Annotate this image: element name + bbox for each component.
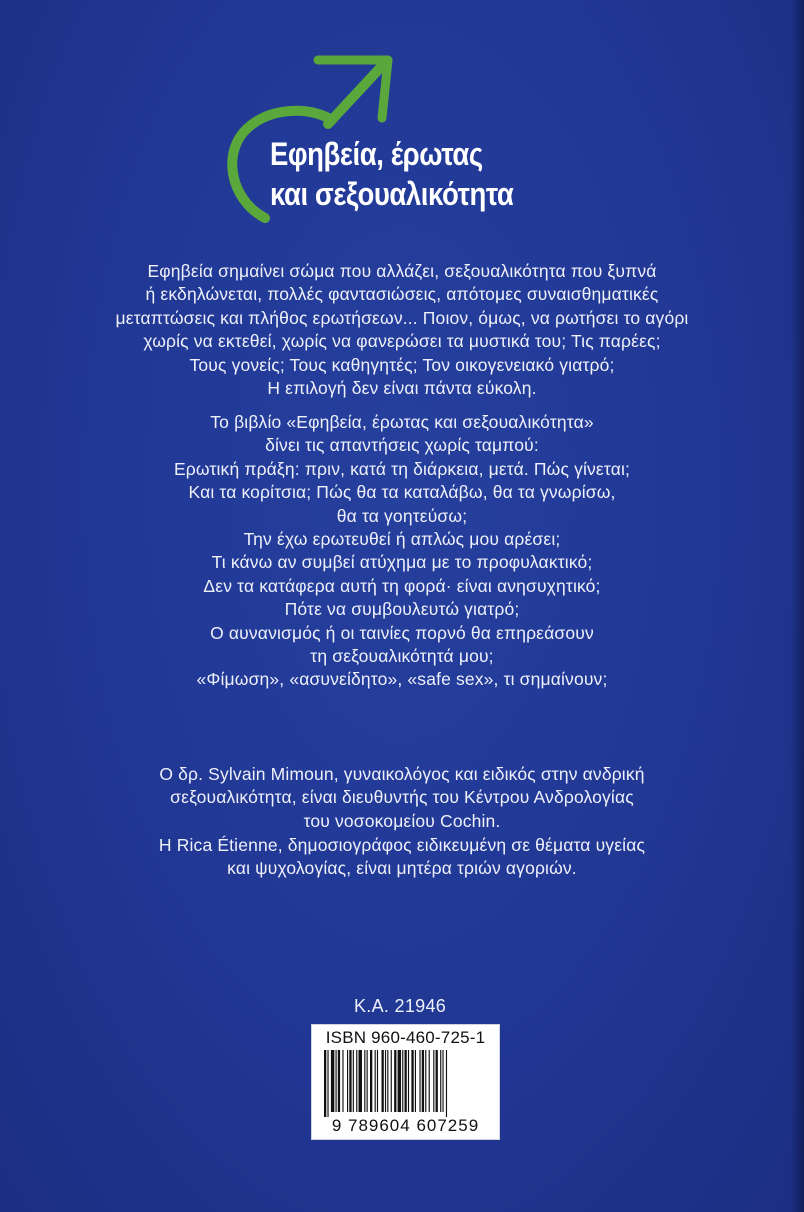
barcode-bar bbox=[347, 1050, 348, 1112]
author-bio-1 bbox=[60, 763, 744, 833]
barcode-bar bbox=[356, 1050, 357, 1112]
intro-line: ή εκδηλώνεται, πολλές φαντασιώσεις, απότομες συναισθηματικές bbox=[145, 284, 659, 305]
barcode-bar bbox=[331, 1050, 334, 1112]
barcode-bar bbox=[370, 1050, 372, 1112]
question-line: Το βιβλίο «Εφηβεία, έρωτας και σεξουαλικότητα» bbox=[210, 412, 594, 432]
barcode-bar bbox=[342, 1050, 343, 1112]
intro-line: χωρίς να εκτεθεί, χωρίς να φανερώσει τα μυστικά του; Τις παρέες; bbox=[143, 331, 661, 352]
barcode-bar bbox=[382, 1050, 384, 1112]
barcode-bar bbox=[436, 1050, 438, 1112]
title-line-2: και σεξουαλικότητα bbox=[270, 176, 514, 212]
question-line: δίνει τις απαντήσεις χωρίς ταμπού: bbox=[265, 435, 539, 456]
barcode-bar bbox=[429, 1050, 430, 1112]
intro-line: Τους γονείς; Τους καθηγητές; Τον οικογενειακό γιατρό; bbox=[189, 354, 615, 375]
book-title bbox=[270, 134, 545, 214]
barcode-bar bbox=[364, 1050, 365, 1112]
title-line-1: Εφηβεία, έρωτας bbox=[270, 136, 483, 172]
barcode-bar bbox=[324, 1050, 326, 1117]
barcode-bar bbox=[387, 1050, 388, 1112]
barcode-bar bbox=[402, 1050, 403, 1112]
author-bio-line: του νοσοκομείου Cochin. bbox=[303, 810, 501, 831]
barcode-bars bbox=[322, 1050, 492, 1117]
barcode-bar bbox=[411, 1050, 413, 1112]
intro-line: μεταπτώσεις και πλήθος ερωτήσεων... Ποιον, όμως, να ρωτήσει το αγόρι bbox=[115, 307, 689, 328]
barcode-bar bbox=[349, 1050, 351, 1112]
barcode-bar bbox=[375, 1050, 376, 1112]
author-bio-line: Ο δρ. Sylvain Mimoun, γυναικολόγος και ειδικός στην ανδρική bbox=[159, 764, 645, 784]
question-line: Τι κάνω αν συμβεί ατύχημα με το προφυλακτικό; bbox=[211, 552, 593, 573]
questions-paragraph bbox=[60, 411, 744, 692]
barcode-bar bbox=[391, 1050, 392, 1112]
question-line: Ο αυνανισμός ή οι ταινίες πορνό θα επηρεάσουν bbox=[210, 622, 594, 643]
barcode-bar bbox=[336, 1050, 337, 1112]
barcode-bar bbox=[446, 1050, 447, 1117]
barcode-bar bbox=[359, 1050, 362, 1112]
barcode-bar bbox=[442, 1050, 443, 1112]
barcode-bar bbox=[425, 1050, 426, 1112]
question-line: Την έχω ερωτευθεί ή απλώς μου αρέσει; bbox=[243, 529, 561, 550]
barcode-bar bbox=[405, 1050, 407, 1112]
barcode-bar bbox=[440, 1050, 441, 1112]
barcode-bar bbox=[422, 1050, 424, 1112]
barcode-bar bbox=[338, 1050, 340, 1112]
question-line: θα τα γοητεύσω; bbox=[336, 505, 468, 526]
question-line: Δεν τα κατάφερα αυτή τη φορά· είναι ανησυχητικό; bbox=[203, 575, 601, 596]
isbn-text: ISBN 960-460-725-1 bbox=[325, 1028, 486, 1047]
barcode-bar bbox=[385, 1050, 386, 1112]
barcode-bar bbox=[327, 1050, 328, 1117]
ean-text: 9 789604 607259 bbox=[331, 1116, 480, 1135]
barcode-bar bbox=[433, 1050, 434, 1112]
barcode-bar bbox=[394, 1050, 396, 1112]
question-line: τη σεξουαλικότητά μου; bbox=[310, 646, 494, 667]
barcode-bar bbox=[353, 1050, 354, 1112]
intro-paragraph bbox=[60, 260, 744, 400]
author-bio-line: Η Rica Étienne, δημοσιογράφος ειδικευμένη σε θέματα υγείας bbox=[158, 835, 646, 855]
barcode-bar bbox=[419, 1050, 420, 1112]
intro-line: Εφηβεία σημαίνει σώμα που αλλάζει, σεξουαλικότητα που ξυπνά bbox=[147, 261, 657, 281]
question-line: Και τα κορίτσια; Πώς θα τα καταλάβω, θα τα γνωρίσω, bbox=[188, 482, 616, 503]
barcode-label bbox=[311, 1024, 500, 1140]
catalog-code: Κ.Α. 21946 bbox=[354, 996, 447, 1016]
page-edge-shadow bbox=[790, 0, 804, 1212]
question-line: Ερωτική πράξη: πριν, κατά τη διάρκεια, μετά. Πώς γίνεται; bbox=[173, 458, 631, 479]
barcode-bar bbox=[367, 1050, 368, 1112]
question-line: «Φίμωση», «ασυνείδητο», «safe sex», τι σημαίνουν; bbox=[196, 669, 608, 690]
intro-line: Η επιλογή δεν είναι πάντα εύκολη. bbox=[267, 378, 537, 399]
author-bio-line: και ψυχολογίας, είναι μητέρα τριών αγοριών. bbox=[227, 858, 577, 879]
barcode-bar bbox=[377, 1050, 378, 1112]
author-bio-2 bbox=[60, 834, 744, 881]
barcode-bar bbox=[408, 1050, 409, 1112]
author-bio-line: σεξουαλικότητα, είναι διευθυντής του Κέντρου Ανδρολογίας bbox=[170, 787, 634, 808]
barcode-bar bbox=[415, 1050, 416, 1112]
question-line: Πότε να συμβουλευτώ γιατρό; bbox=[284, 599, 520, 620]
barcode-bar bbox=[398, 1050, 401, 1112]
